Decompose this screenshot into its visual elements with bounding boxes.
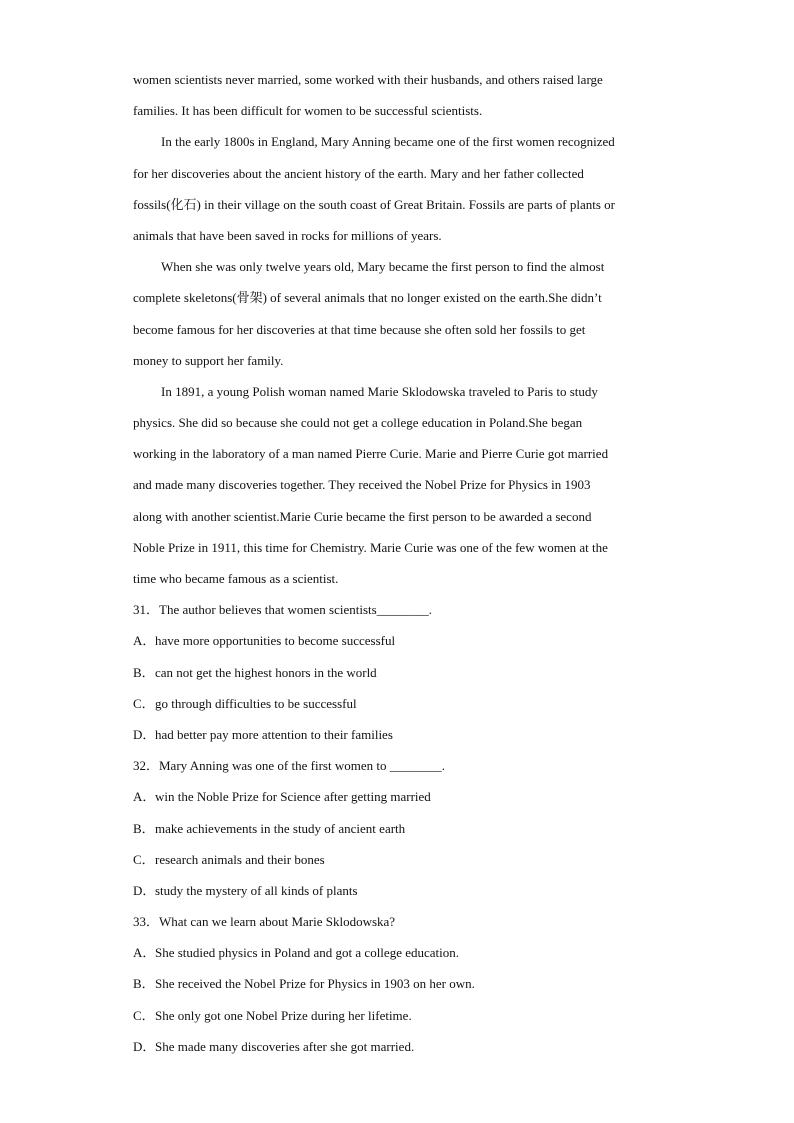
document-page <box>133 64 663 1062</box>
option-label: B． <box>133 820 155 836</box>
question-stem: 31．The author believes that women scientists________. <box>133 602 432 618</box>
option-b[interactable] <box>133 657 663 688</box>
option-d[interactable] <box>133 875 663 906</box>
option-text: have more opportunities to become successful <box>155 633 396 649</box>
option-a[interactable] <box>133 625 663 656</box>
option-text: research animals and their bones <box>155 851 325 867</box>
passage-line: complete skeletons(骨架) of several animals that no longer existed on the earth.She didn’t <box>133 290 602 306</box>
option-text: study the mystery of all kinds of plants <box>155 882 358 898</box>
passage-line: Noble Prize in 1911, this time for Chemistry. Marie Curie was one of the few women at the <box>133 539 608 555</box>
passage-line: fossils(化石) in their village on the south coast of Great Britain. Fossils are parts of plants or <box>133 196 615 212</box>
passage-paragraph <box>133 64 663 126</box>
option-label: D． <box>133 882 156 898</box>
passage-line: In 1891, a young Polish woman named Marie Sklodowska traveled to Paris to study <box>161 383 598 399</box>
option-a[interactable] <box>133 781 663 812</box>
option-b[interactable] <box>133 968 663 999</box>
passage-line: families. It has been difficult for women to be successful scientists. <box>133 103 483 119</box>
passage-line: animals that have been saved in rocks for millions of years. <box>133 227 442 243</box>
option-text: had better pay more attention to their families <box>155 726 393 742</box>
option-a[interactable] <box>133 937 663 968</box>
passage-line: become famous for her discoveries at that time because she often sold her fossils to get <box>133 321 586 337</box>
passage-paragraph <box>133 251 663 376</box>
passage-line: women scientists never married, some worked with their husbands, and others raised large <box>133 72 603 87</box>
question-stem: 33．What can we learn about Marie Sklodowska? <box>133 914 396 930</box>
passage-line: In the early 1800s in England, Mary Anning became one of the first women recognized <box>161 134 615 150</box>
passage-line: time who became famous as a scientist. <box>133 571 339 586</box>
option-text: make achievements in the study of ancient earth <box>155 820 406 836</box>
passage-line: for her discoveries about the ancient history of the earth. Mary and her father collected <box>133 165 584 181</box>
option-label: A． <box>133 633 156 649</box>
option-c[interactable] <box>133 844 663 875</box>
option-label: B． <box>133 976 155 992</box>
option-label: A． <box>133 945 156 961</box>
question-32 <box>133 750 663 906</box>
passage-line: physics. She did so because she could not get a college education in Poland.She began <box>133 415 583 431</box>
option-d[interactable] <box>133 1031 663 1062</box>
question-31 <box>133 594 663 750</box>
option-text: She received the Nobel Prize for Physics in 1903 on her own. <box>155 976 475 992</box>
option-label: C． <box>133 851 155 867</box>
option-b[interactable] <box>133 813 663 844</box>
passage-paragraph <box>133 126 663 251</box>
option-text: She made many discoveries after she got married. <box>155 1038 415 1054</box>
option-text: go through difficulties to be successful <box>155 695 357 711</box>
option-label: C． <box>133 1007 155 1023</box>
option-label: B． <box>133 664 155 680</box>
option-d[interactable] <box>133 719 663 750</box>
passage-line: When she was only twelve years old, Mary became the first person to find the almost <box>161 259 605 275</box>
option-c[interactable] <box>133 1000 663 1031</box>
option-text: She only got one Nobel Prize during her lifetime. <box>155 1007 412 1023</box>
question-33 <box>133 906 663 1062</box>
option-text: can not get the highest honors in the world <box>155 664 377 680</box>
option-label: A． <box>133 789 156 805</box>
passage-line: and made many discoveries together. They received the Nobel Prize for Physics in 1903 <box>133 477 591 493</box>
option-text: win the Noble Prize for Science after getting married <box>155 789 431 805</box>
option-label: C． <box>133 695 155 711</box>
option-c[interactable] <box>133 688 663 719</box>
option-text: She studied physics in Poland and got a college education. <box>155 945 459 961</box>
passage-line: along with another scientist.Marie Curie became the first person to be awarded a second <box>133 508 592 524</box>
option-label: D． <box>133 726 156 742</box>
passage-line: working in the laboratory of a man named Pierre Curie. Marie and Pierre Curie got married <box>133 446 609 462</box>
passage-paragraph <box>133 376 663 594</box>
passage-line: money to support her family. <box>133 352 284 368</box>
option-label: D． <box>133 1038 156 1054</box>
question-stem: 32．Mary Anning was one of the first women to ________. <box>133 758 445 774</box>
